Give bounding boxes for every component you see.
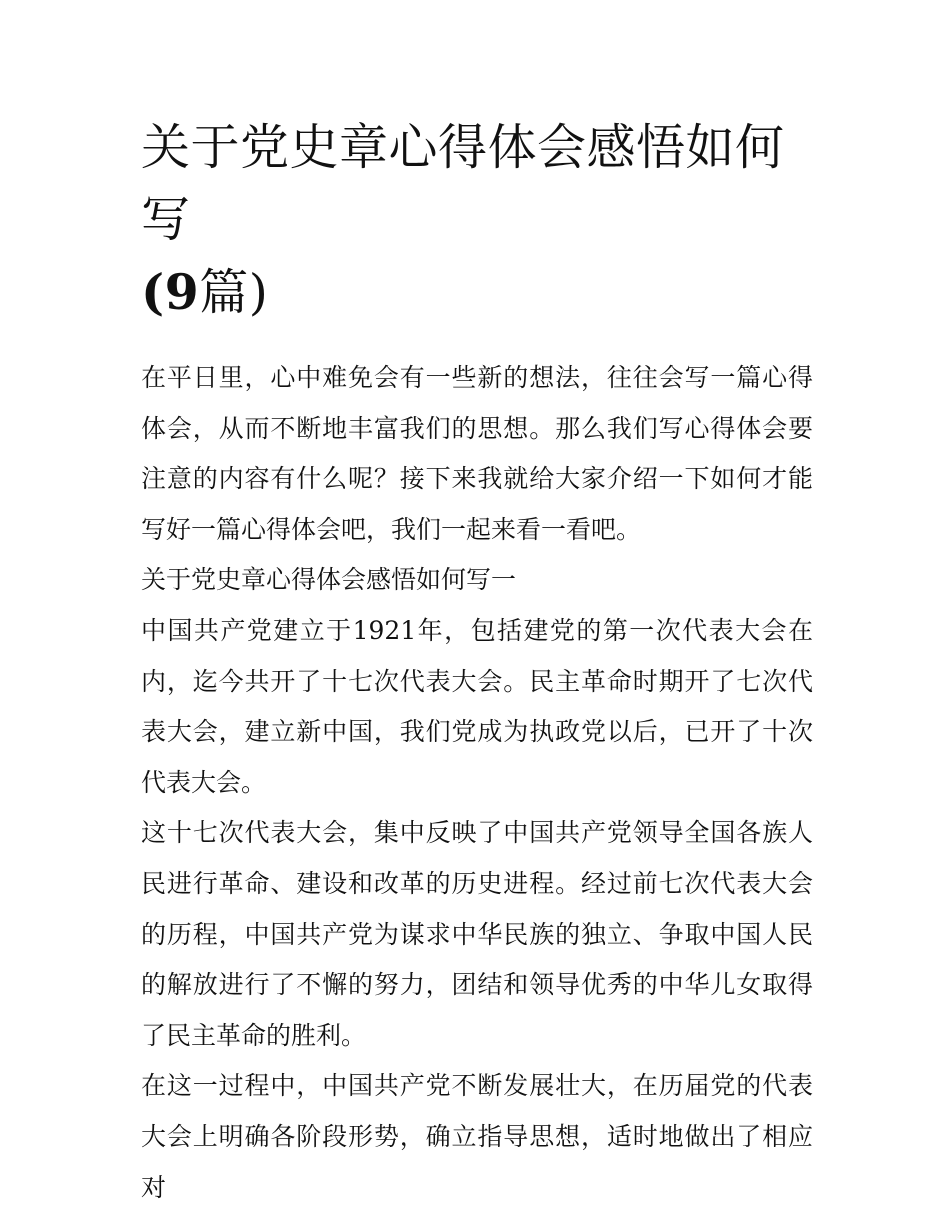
title-main-text: 关于党史章心得体会感悟如何写 [141,119,785,248]
title-count-suffix: 篇) [199,264,269,321]
section-heading: 关于党史章心得体会感悟如何写一 [141,565,517,595]
body-paragraph: 中国共产党建立于1921年，包括建党的第一次代表大会在内，迄今共开了十七次代表大会。民主革命时期开了七次代表大会，建立新中国，我们党成为执政党以后，已开了十次代表大会。 [141,615,813,797]
document-page [141,112,813,1213]
document-body [141,353,813,1213]
document-title [141,112,813,329]
intro-paragraph: 在平日里，心中难免会有一些新的想法，往往会写一篇心得体会，从而不断地丰富我们的思想。那么我们写心得体会要注意的内容有什么呢？接下来我就给大家介绍一下如何才能写好一篇心得体会吧，我们一起来看一看吧。 [141,363,813,544]
body-paragraph: 这十七次代表大会，集中反映了中国共产党领导全国各族人民进行革命、建设和改革的历史进程。经过前七次代表大会的历程，中国共产党为谋求中华民族的独立、争取中国人民的解放进行了不懈的努力，团结和领导优秀的中华儿女取得了民主革命的胜利。 [141,818,813,1050]
body-paragraph: 在这一过程中，中国共产党不断发展壮大，在历届党的代表大会上明确各阶段形势，确立指导思想，适时地做出了相应对 [141,1071,813,1202]
title-count: (9 [141,263,200,321]
